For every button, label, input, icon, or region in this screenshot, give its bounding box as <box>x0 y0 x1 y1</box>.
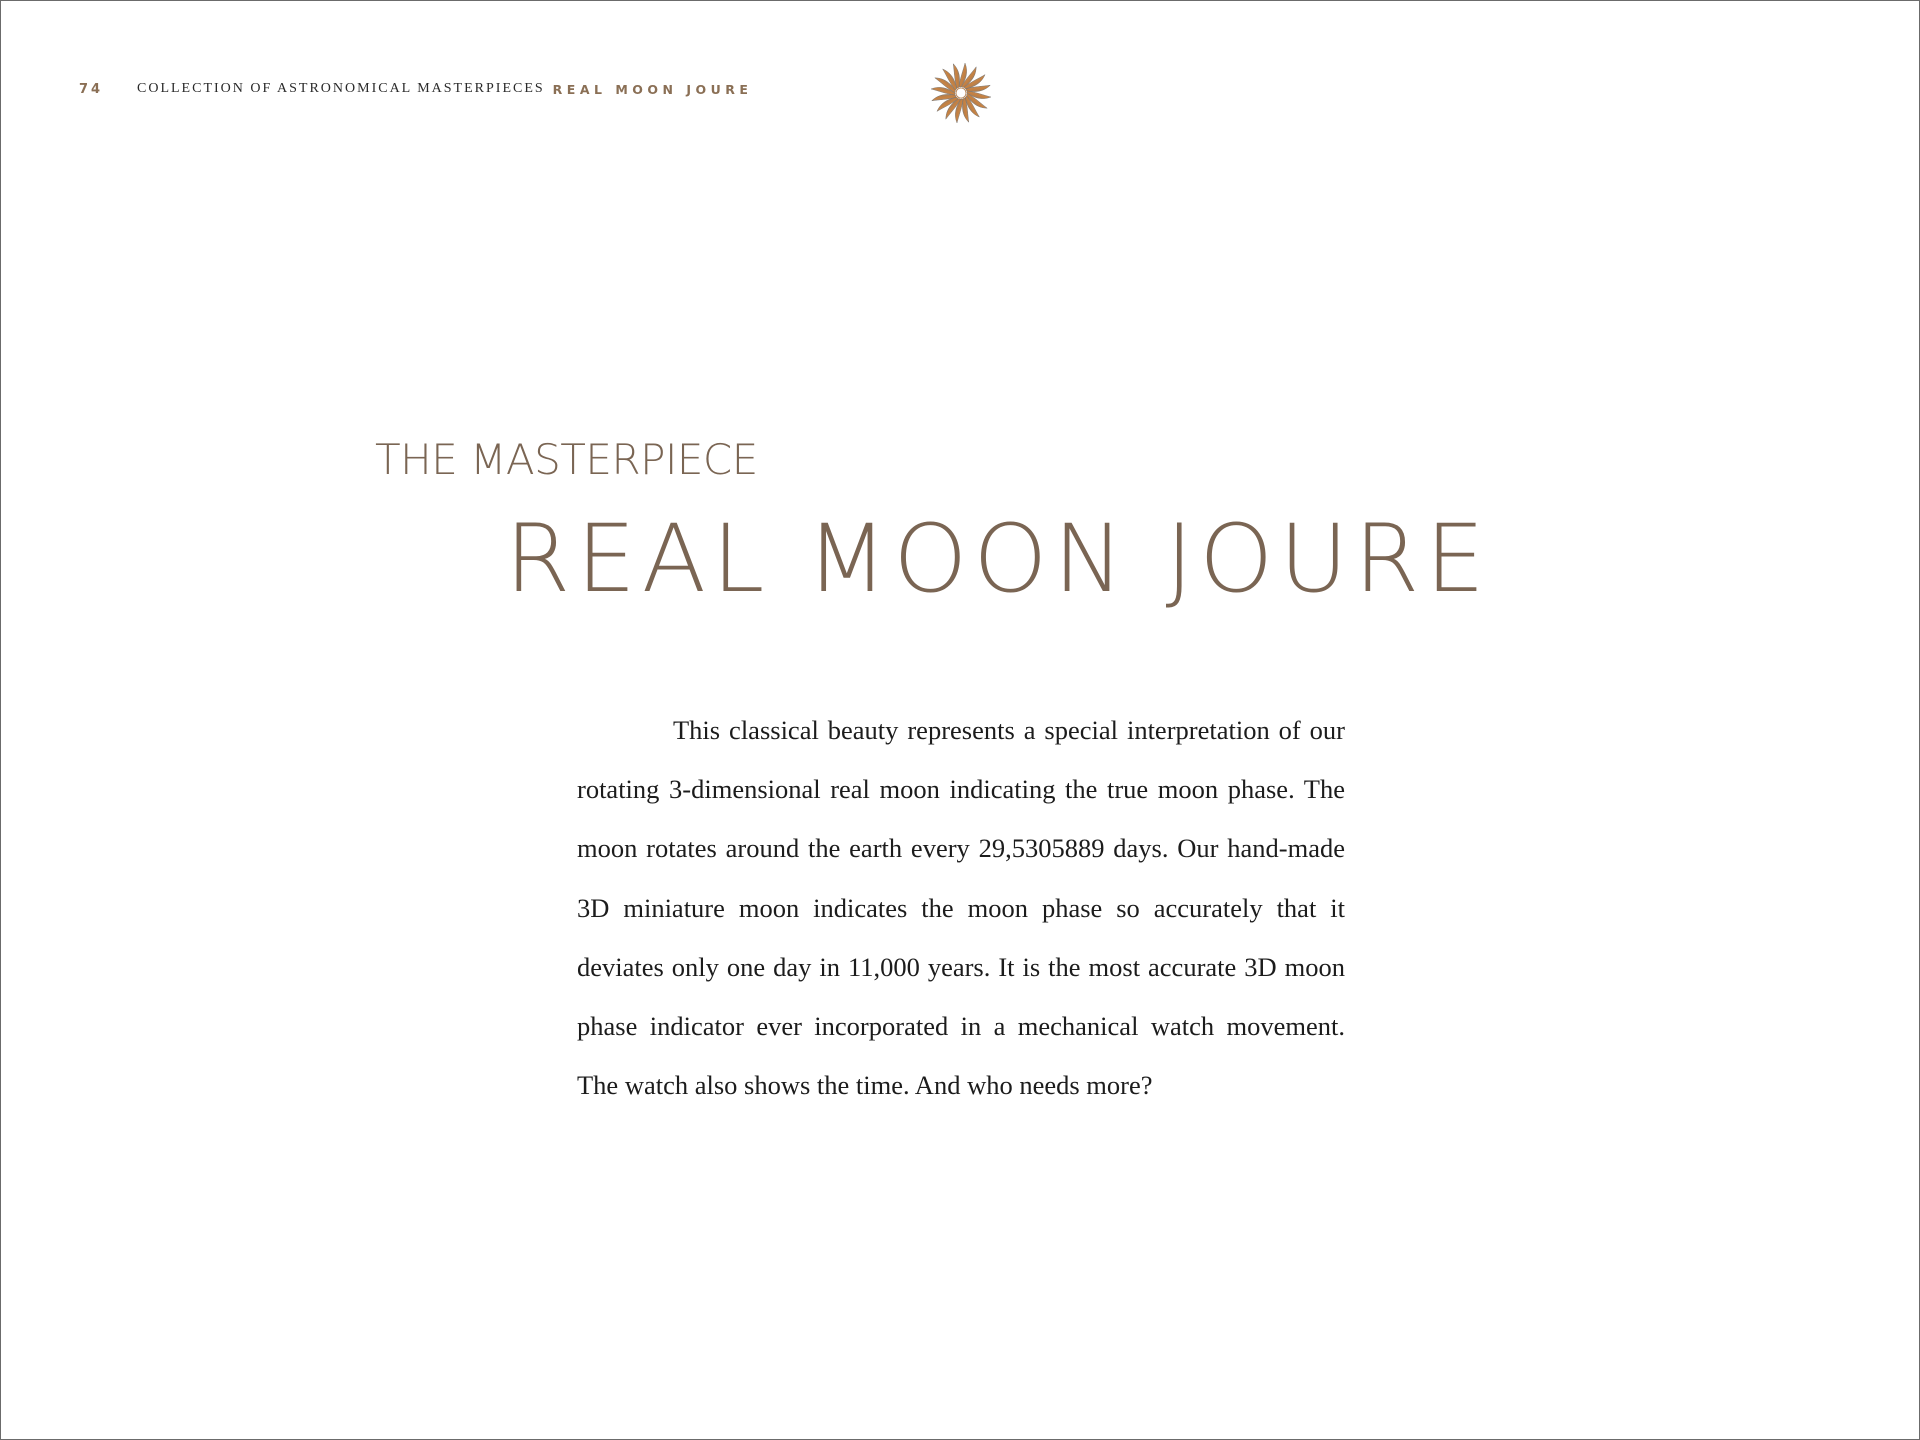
product-title: REAL MOON JOURE <box>505 505 1491 614</box>
header-product-name: REAL MOON JOURE <box>552 81 753 97</box>
body-paragraph: This classical beauty represents a special interpretation of our rotating 3-dimensional real moon indicating the true moon phase. The moon rotates around the earth every 29,5305889 days. Our hand-made 3D miniature moon indicates the moon phase so accurately that it deviates only one day in 11,000 years. It is the most accurate 3D moon phase indicator ever incorporated in a mechanical watch movement. The watch also shows the time. And who needs more? <box>577 715 1345 1101</box>
collection-name: COLLECTION OF ASTRONOMICAL MASTERPIECES <box>137 81 545 96</box>
sun-burst-logo-icon <box>929 61 993 125</box>
running-header <box>79 79 752 99</box>
section-eyebrow: THE MASTERPIECE <box>375 435 758 484</box>
page-number: 74 <box>79 81 104 97</box>
